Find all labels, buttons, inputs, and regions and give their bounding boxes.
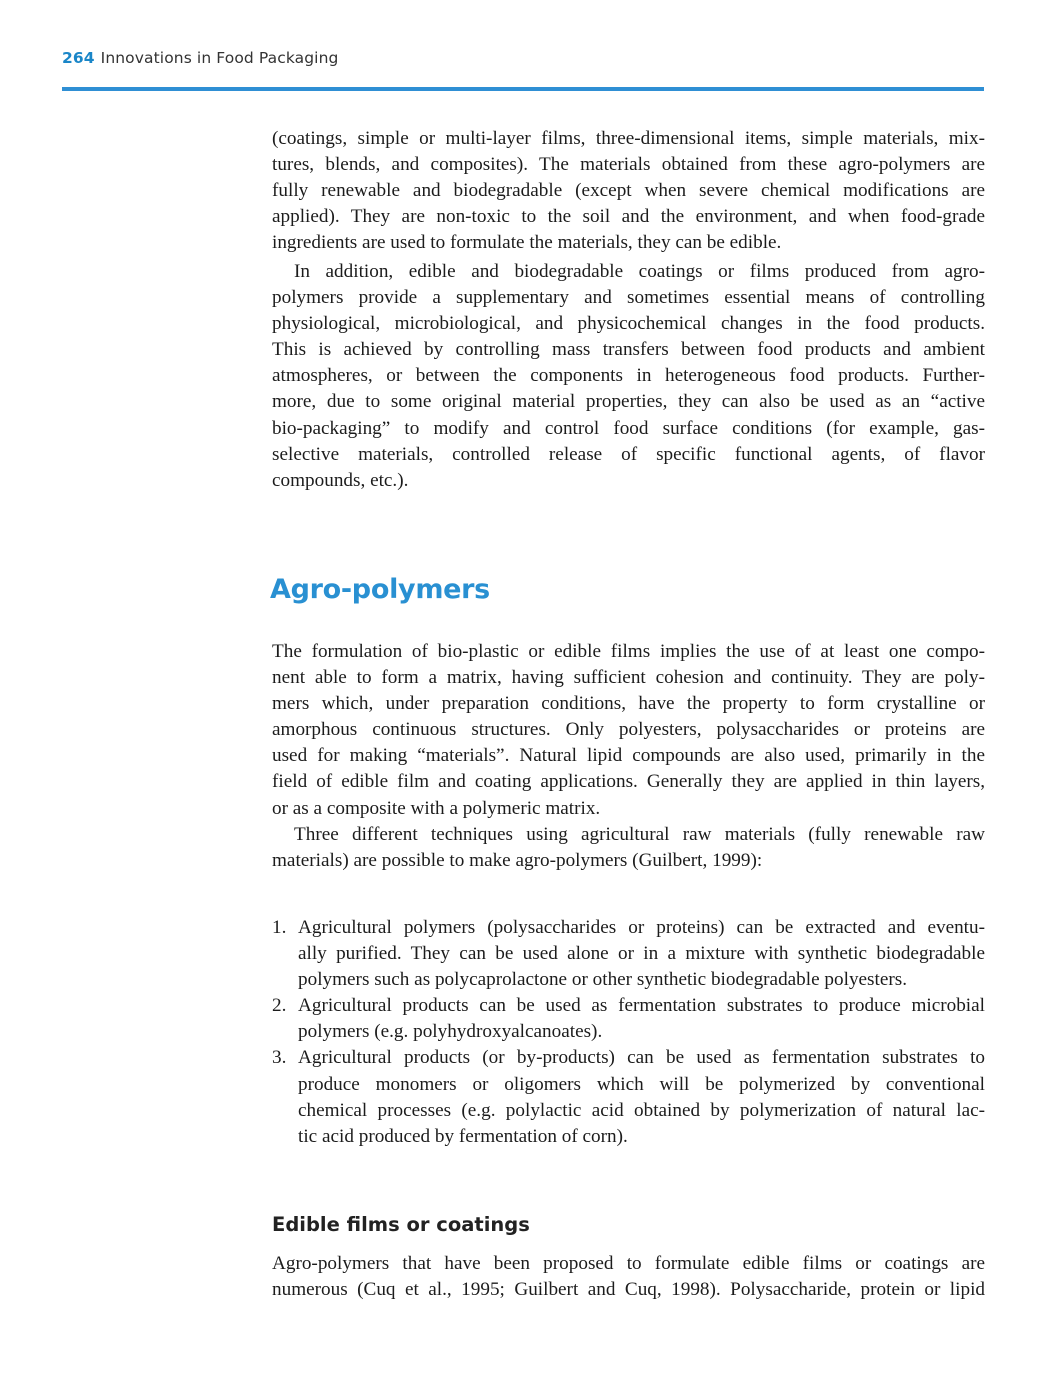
list-line: ally purified. They can be used alone or in a mixture with synthetic biodegradable	[298, 943, 985, 965]
para3-line: or as a composite with a polymeric matrix.	[272, 797, 601, 819]
section-heading-agro-polymers: Agro-polymers	[270, 574, 490, 605]
para5-line: Agro-polymers that have been proposed to formulate edible films or coatings are	[272, 1253, 985, 1274]
paragraph-edible-films	[272, 1251, 985, 1303]
para2-line: more, due to some original material properties, they can also be used as an “active	[272, 391, 985, 413]
para1-line: applied). They are non-toxic to the soil and the environment, and when food-grade	[272, 206, 985, 228]
para2	[272, 259, 985, 494]
para2-line: compounds, etc.).	[272, 469, 409, 491]
header-rule	[62, 87, 984, 91]
para3-line: used for making “materials”. Natural lipid compounds are also used, primarily in the	[272, 745, 985, 767]
para3-line: The formulation of bio-plastic or edible films implies the use of at least one compo-	[272, 641, 985, 662]
para2-line: In addition, edible and biodegradable coatings or films produced from agro-	[294, 261, 985, 282]
para4	[272, 822, 985, 874]
paragraph-formulation	[272, 639, 985, 822]
list-marker: 3.	[272, 1047, 287, 1069]
para2-line: bio-packaging” to modify and control food surface conditions (for example, gas-	[272, 417, 985, 439]
para3-line: amorphous continuous structures. Only polyesters, polysaccharides or proteins are	[272, 719, 985, 741]
para1	[272, 126, 985, 256]
list-line: Agricultural products (or by-products) can be used as fermentation substrates to	[298, 1047, 985, 1069]
subsection-heading-edible-films: Edible films or coatings	[272, 1213, 530, 1236]
techniques-list	[272, 915, 985, 1150]
list-marker: 1.	[272, 917, 287, 938]
list-line: produce monomers or oligomers which will be polymerized by conventional	[298, 1073, 985, 1095]
para5-line: numerous (Cuq et al., 1995; Guilbert and Cuq, 1998). Polysaccharide, protein or lipid	[272, 1279, 985, 1301]
para4-line: materials) are possible to make agro-polymers (Guilbert, 1999):	[272, 850, 763, 872]
para5	[272, 1251, 985, 1303]
running-head	[62, 49, 338, 67]
para2-line: atmospheres, or between the components in heterogeneous food products. Further-	[272, 365, 985, 387]
list-item	[272, 915, 985, 993]
para3	[272, 639, 985, 822]
para3-line: mers which, under preparation conditions, have the property to form crystalline or	[272, 693, 985, 715]
list-item	[272, 1045, 985, 1149]
list-line: chemical processes (e.g. polylactic acid obtained by polymerization of natural lac-	[298, 1099, 985, 1121]
para1-line: tures, blends, and composites). The materials obtained from these agro-polymers are	[272, 154, 985, 176]
list-marker: 2.	[272, 995, 287, 1017]
list-line: polymers such as polycaprolactone or other synthetic biodegradable polyesters.	[298, 969, 908, 991]
page-number: 264	[62, 49, 95, 67]
list-line: Agricultural products can be used as fermentation substrates to produce microbial	[298, 995, 985, 1017]
para2-line: selective materials, controlled release of specific functional agents, of flavor	[272, 443, 985, 465]
list-line: polymers (e.g. polyhydroxyalcanoates).	[298, 1021, 603, 1043]
paragraph-three-techniques	[272, 822, 985, 874]
para1-line: ingredients are used to formulate the materials, they can be edible.	[272, 232, 782, 254]
paragraph-in-addition	[272, 259, 985, 494]
list-line: tic acid produced by fermentation of corn).	[298, 1125, 628, 1147]
running-title: Innovations in Food Packaging	[100, 49, 339, 67]
para1-line: fully renewable and biodegradable (except when severe chemical modifications are	[272, 180, 985, 202]
list-item	[272, 993, 985, 1045]
para3-line: field of edible film and coating applications. Generally they are applied in thin layers,	[272, 771, 985, 793]
para4-line: Three different techniques using agricultural raw materials (fully renewable raw	[294, 824, 985, 845]
para2-line: This is achieved by controlling mass transfers between food products and ambient	[272, 339, 985, 361]
para2-line: polymers provide a supplementary and sometimes essential means of controlling	[272, 287, 985, 309]
para1-line: (coatings, simple or multi-layer films, three-dimensional items, simple materials, mix-	[272, 128, 985, 149]
list-line: Agricultural polymers (polysaccharides or proteins) can be extracted and eventu-	[298, 917, 985, 938]
para3-line: nent able to form a matrix, having sufficient cohesion and continuity. They are poly-	[272, 667, 985, 689]
paragraph-continued	[272, 126, 985, 256]
para2-line: physiological, microbiological, and physicochemical changes in the food products.	[272, 313, 985, 335]
